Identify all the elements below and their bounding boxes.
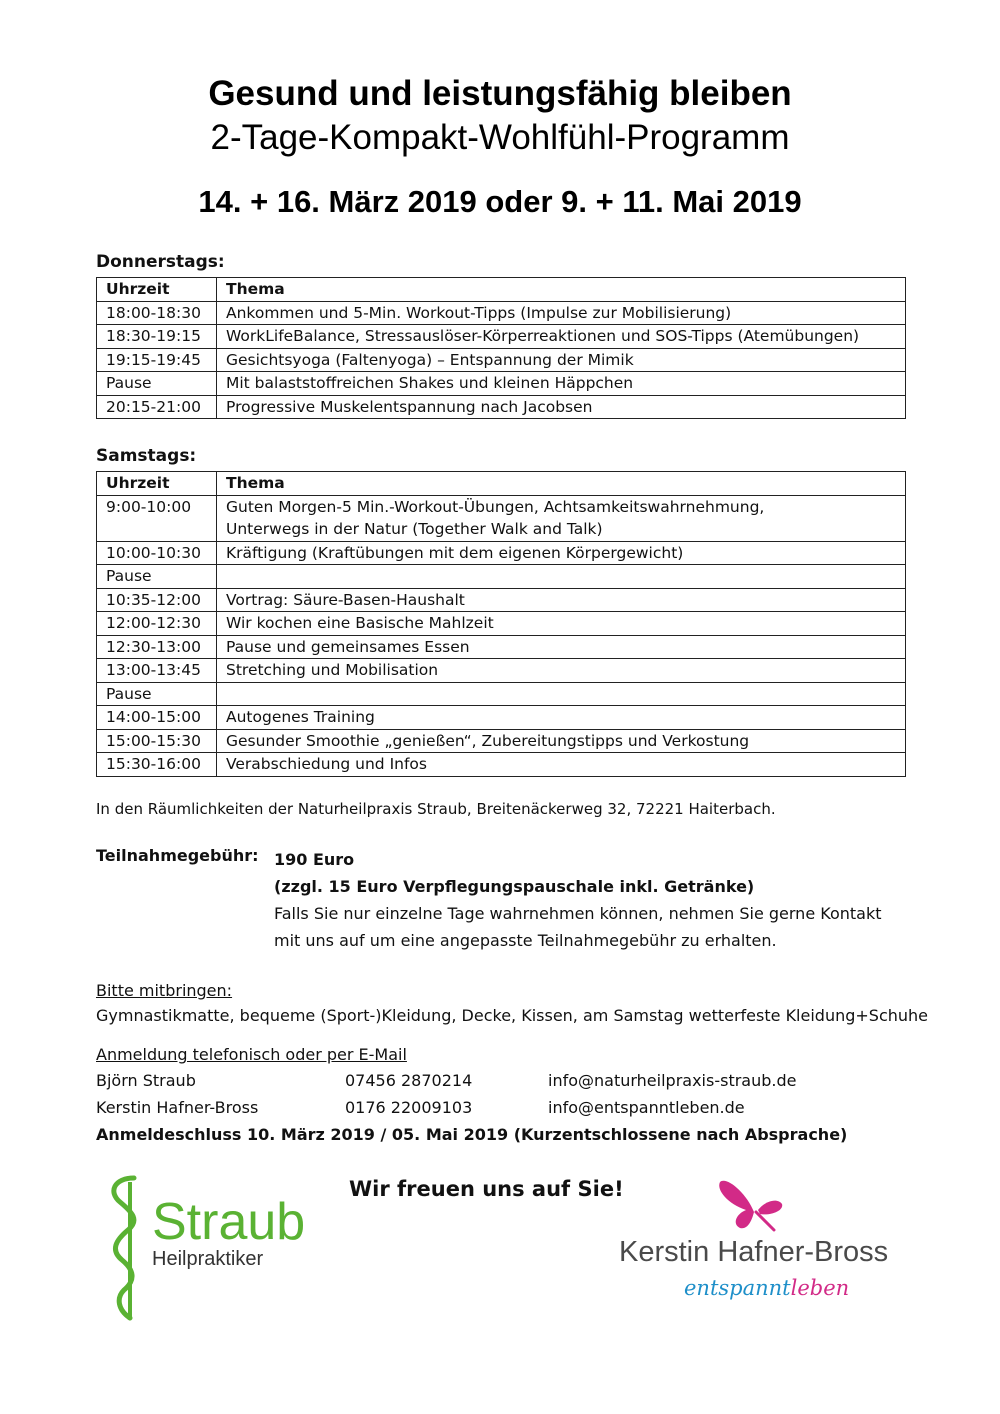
- straub-logo: [100, 1172, 306, 1322]
- tagline-part: entspannt: [684, 1276, 791, 1300]
- time-cell: 10:00-10:30: [97, 541, 217, 565]
- tagline-part: leben: [790, 1276, 850, 1300]
- table-row: [97, 301, 906, 325]
- topic-cell: Verabschiedung und Infos: [217, 753, 906, 777]
- table-row: [97, 372, 906, 396]
- contact-phone: 07456 2870214: [345, 1071, 473, 1090]
- time-cell: Pause: [97, 372, 217, 396]
- time-cell: Pause: [97, 565, 217, 589]
- contact-phone: 0176 22009103: [345, 1098, 473, 1117]
- table-row: [97, 753, 906, 777]
- fee-price: 190 Euro: [274, 850, 355, 869]
- bring-label: Bitte mitbringen:: [96, 981, 233, 1000]
- time-cell: 19:15-19:45: [97, 348, 217, 372]
- time-cell: 15:30-16:00: [97, 753, 217, 777]
- thursday-schedule-table: [96, 277, 906, 419]
- time-cell: 10:35-12:00: [97, 588, 217, 612]
- fee-label: Teilnahmegebühr:: [96, 846, 259, 865]
- topic-cell: Progressive Muskelentspannung nach Jacobsen: [217, 395, 906, 419]
- table-header-row: [97, 472, 906, 496]
- time-cell: 20:15-21:00: [97, 395, 217, 419]
- fee-extra: (zzgl. 15 Euro Verpflegungspauschale inkl. Getränke): [274, 877, 755, 896]
- topic-cell: Ankommen und 5-Min. Workout-Tipps (Impulse zur Mobilisierung): [217, 301, 906, 325]
- saturday-schedule-table: [96, 471, 906, 777]
- topic-cell: Kräftigung (Kraftübungen mit dem eigenen Körpergewicht): [217, 541, 906, 565]
- topic-cell: Wir kochen eine Basische Mahlzeit: [217, 612, 906, 636]
- butterfly-icon: [716, 1172, 796, 1234]
- topic-line: Guten Morgen-5 Min.-Workout-Übungen, Achtsamkeitswahrnehmung,: [226, 497, 765, 516]
- event-dates: 14. + 16. März 2019 oder 9. + 11. Mai 2019: [198, 184, 802, 219]
- time-cell: 15:00-15:30: [97, 729, 217, 753]
- closing-text: Wir freuen uns auf Sie!: [349, 1177, 624, 1201]
- saturday-label: Samstags:: [96, 446, 197, 466]
- table-row: [97, 565, 906, 589]
- topic-cell: Vortrag: Säure-Basen-Haushalt: [217, 588, 906, 612]
- time-cell: 12:30-13:00: [97, 635, 217, 659]
- time-cell: 9:00-10:00: [97, 495, 217, 541]
- topic-cell: [217, 565, 906, 589]
- time-cell: 12:00-12:30: [97, 612, 217, 636]
- thursday-label: Donnerstags:: [96, 252, 225, 272]
- table-row: [97, 395, 906, 419]
- table-row: [97, 588, 906, 612]
- location-text: In den Räumlichkeiten der Naturheilpraxis Straub, Breitenäckerweg 32, 72221 Haiterbach.: [96, 800, 776, 818]
- registration-deadline: Anmeldeschluss 10. März 2019 / 05. Mai 2019 (Kurzentschlossene nach Absprache): [96, 1125, 848, 1144]
- caduceus-icon: [100, 1172, 160, 1322]
- time-cell: 14:00-15:00: [97, 706, 217, 730]
- table-row: [97, 682, 906, 706]
- topic-cell: Gesichtsyoga (Faltenyoga) – Entspannung der Mimik: [217, 348, 906, 372]
- kerstin-logo: [612, 1172, 896, 1312]
- table-row: [97, 541, 906, 565]
- time-cell: 13:00-13:45: [97, 659, 217, 683]
- column-header-time: Uhrzeit: [97, 278, 217, 302]
- bring-items: Gymnastikmatte, bequeme (Sport-)Kleidung, Decke, Kissen, am Samstag wetterfeste Kleidung+Schuhe: [96, 1006, 929, 1025]
- topic-cell: [217, 682, 906, 706]
- topic-cell: Gesunder Smoothie „genießen“, Zubereitungstipps und Verkostung: [217, 729, 906, 753]
- topic-cell: [217, 495, 906, 541]
- contact-email: info@naturheilpraxis-straub.de: [548, 1071, 797, 1090]
- column-header-topic: Thema: [217, 278, 906, 302]
- topic-cell: Stretching und Mobilisation: [217, 659, 906, 683]
- fee-note-line: mit uns auf um eine angepasste Teilnahmegebühr zu erhalten.: [274, 931, 777, 950]
- time-cell: Pause: [97, 682, 217, 706]
- topic-line: Unterwegs in der Natur (Together Walk and Talk): [226, 520, 603, 538]
- topic-cell: WorkLifeBalance, Stressauslöser-Körperreaktionen und SOS-Tipps (Atemübungen): [217, 325, 906, 349]
- topic-cell: Mit balaststoffreichen Shakes und kleinen Häppchen: [217, 372, 906, 396]
- table-row: [97, 635, 906, 659]
- table-row: [97, 706, 906, 730]
- page-title: Gesund und leistungsfähig bleiben: [208, 74, 792, 113]
- topic-cell: Pause und gemeinsames Essen: [217, 635, 906, 659]
- column-header-topic: Thema: [217, 472, 906, 496]
- fee-note-line: Falls Sie nur einzelne Tage wahrnehmen können, nehmen Sie gerne Kontakt: [274, 904, 882, 923]
- fee-details: [274, 846, 881, 954]
- kerstin-tagline: [684, 1276, 849, 1300]
- straub-subtitle: Heilpraktiker: [152, 1248, 264, 1270]
- table-row: [97, 659, 906, 683]
- contact-name: Kerstin Hafner-Bross: [96, 1098, 259, 1117]
- table-row: [97, 495, 906, 541]
- table-row: [97, 348, 906, 372]
- table-row: [97, 325, 906, 349]
- contact-name: Björn Straub: [96, 1071, 196, 1090]
- table-row: [97, 612, 906, 636]
- straub-wordmark: Straub: [152, 1193, 306, 1251]
- table-header-row: [97, 278, 906, 302]
- registration-label: Anmeldung telefonisch oder per E-Mail: [96, 1045, 407, 1064]
- page-subtitle: 2-Tage-Kompakt-Wohlfühl-Programm: [210, 118, 790, 157]
- column-header-time: Uhrzeit: [97, 472, 217, 496]
- topic-cell: Autogenes Training: [217, 706, 906, 730]
- time-cell: 18:00-18:30: [97, 301, 217, 325]
- contact-email: info@entspanntleben.de: [548, 1098, 745, 1117]
- kerstin-wordmark: Kerstin Hafner-Bross: [619, 1236, 889, 1268]
- time-cell: 18:30-19:15: [97, 325, 217, 349]
- table-row: [97, 729, 906, 753]
